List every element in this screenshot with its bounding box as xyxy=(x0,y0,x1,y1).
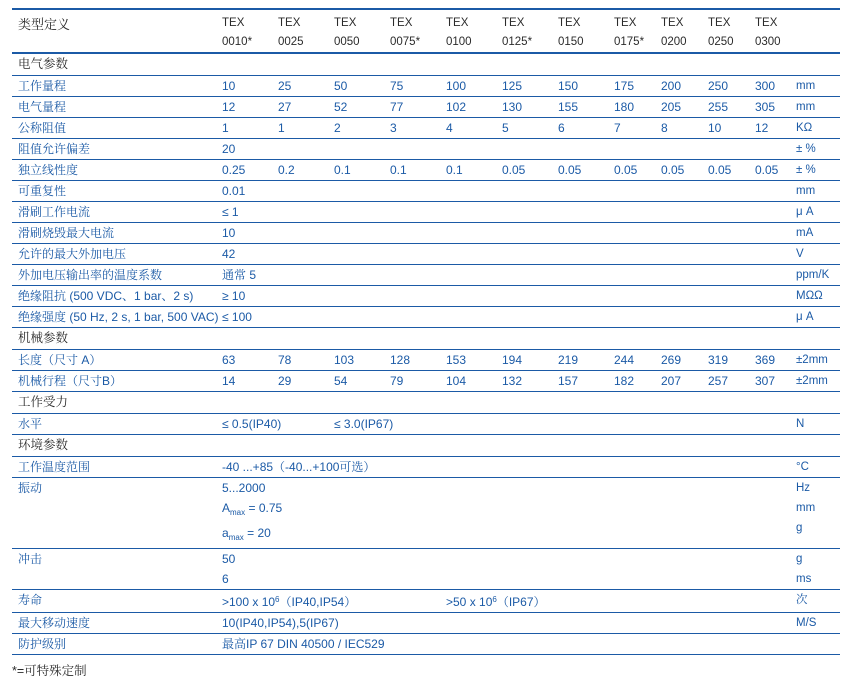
model-brand-cell: TEX xyxy=(502,17,525,29)
table-title: 类型定义 xyxy=(18,17,71,32)
row-values xyxy=(208,549,788,589)
unit-label: g xyxy=(796,522,803,534)
unit-label: mA xyxy=(796,227,814,239)
cell-value: $A_{max} = 0.75$ xyxy=(222,501,283,517)
row-label: 长度（尺寸 A） xyxy=(18,353,102,367)
section-title: 机械参数 xyxy=(18,331,69,345)
unit-label: mm xyxy=(796,80,816,92)
cell-value: 269 xyxy=(661,353,682,367)
row-label: 滑刷烧毁最大电流 xyxy=(18,226,115,240)
cell-value: 6 xyxy=(222,572,229,586)
cell-value: 8 xyxy=(661,121,668,135)
row-values xyxy=(208,160,788,180)
cell-value: 244 xyxy=(614,353,635,367)
unit-label: ± % xyxy=(796,143,816,155)
cell-value: 300 xyxy=(755,79,776,93)
unit-label: mm xyxy=(796,185,816,197)
row-max-speed xyxy=(12,613,840,634)
row-wiper-current xyxy=(12,202,840,223)
unit-label: μ A xyxy=(796,311,814,323)
unit-label: ±2mm xyxy=(796,354,828,366)
row-label: 绝缘强度 (50 Hz, 2 s, 1 bar, 500 VAC) xyxy=(18,310,219,324)
model-number-cell: 0175* xyxy=(614,36,645,48)
model-number-cell: 0025 xyxy=(278,36,304,48)
cell-value: 78 xyxy=(278,353,292,367)
cell-value: 257 xyxy=(708,374,729,388)
cell-value: 0.25 xyxy=(222,163,246,177)
cell-value: 7 xyxy=(614,121,621,135)
row-label: 冲击 xyxy=(18,552,43,566)
cell-value: 1 xyxy=(278,121,285,135)
section-title: 环境参数 xyxy=(18,438,69,452)
model-number-cell: 0100 xyxy=(446,36,472,48)
section-mechanical xyxy=(12,328,840,350)
cell-value: 5...2000 xyxy=(222,481,266,495)
cell-value: 200 xyxy=(661,79,682,93)
cell-value: 42 xyxy=(222,247,236,261)
unit-label: μ A xyxy=(796,206,814,218)
model-number-cell: 0125* xyxy=(502,36,533,48)
cell-value: 182 xyxy=(614,374,635,388)
model-number-cell: 0150 xyxy=(558,36,584,48)
model-number-cell: 0200 xyxy=(661,36,687,48)
row-values xyxy=(208,478,788,548)
cell-value: 130 xyxy=(502,100,523,114)
cell-value: 100 xyxy=(446,79,467,93)
cell-value: 最高IP 67 DIN 40500 / IEC529 xyxy=(222,637,385,651)
cell-value: 4 xyxy=(446,121,453,135)
unit-label: ±2mm xyxy=(796,375,828,387)
row-label: 工作量程 xyxy=(18,79,67,93)
cell-value: 0.1 xyxy=(446,163,463,177)
row-linearity xyxy=(12,160,840,181)
model-number-cell: 0075* xyxy=(390,36,421,48)
cell-value: 10(IP40,IP54),5(IP67) xyxy=(222,616,339,630)
unit-label: °C xyxy=(796,461,809,473)
cell-value: 0.05 xyxy=(661,163,685,177)
unit-label: Hz xyxy=(796,482,811,494)
cell-value: 0.1 xyxy=(390,163,407,177)
row-max-applied-voltage xyxy=(12,244,840,265)
cell-value: 0.01 xyxy=(222,184,246,198)
cell-value: 180 xyxy=(614,100,635,114)
row-protection xyxy=(12,634,840,655)
cell-value: 175 xyxy=(614,79,635,93)
cell-value: 0.05 xyxy=(558,163,582,177)
model-brand-cell: TEX xyxy=(708,17,731,29)
unit-label: 次 xyxy=(796,594,808,606)
cell-value: 0.05 xyxy=(614,163,638,177)
row-length-a xyxy=(12,350,840,371)
row-values xyxy=(208,371,788,391)
model-brand-cell: TEX xyxy=(334,17,357,29)
cell-value: 307 xyxy=(755,374,776,388)
cell-value: 77 xyxy=(390,100,404,114)
unit-label: MΩΩ xyxy=(796,290,823,302)
row-label: 外加电压输出率的温度系数 xyxy=(18,268,163,282)
model-header xyxy=(208,10,788,52)
cell-value: 205 xyxy=(661,100,682,114)
cell-value: 157 xyxy=(558,374,579,388)
cell-value: 305 xyxy=(755,100,776,114)
cell-value: 0.05 xyxy=(755,163,779,177)
cell-value: 79 xyxy=(390,374,404,388)
cell-value: 0.05 xyxy=(502,163,526,177)
unit-label: N xyxy=(796,418,805,430)
section-title: 电气参数 xyxy=(18,57,69,71)
cell-value: 52 xyxy=(334,100,348,114)
cell-value-ip40-ip54: >100 x $10^6(IP40,IP54)$ xyxy=(222,595,357,609)
cell-value-ip67: >50 x $10^6(IP67)$ xyxy=(446,595,546,609)
row-label: 可重复性 xyxy=(18,184,67,198)
row-electrical-range xyxy=(12,97,840,118)
row-label: 允许的最大外加电压 xyxy=(18,247,127,261)
cell-value: 75 xyxy=(390,79,404,93)
model-brand-cell: TEX xyxy=(614,17,637,29)
model-number-cell: 0250 xyxy=(708,36,734,48)
row-label: 滑刷工作电流 xyxy=(18,205,91,219)
row-label: 寿命 xyxy=(18,593,43,607)
cell-value: 104 xyxy=(446,374,467,388)
row-label: 电气量程 xyxy=(18,100,67,114)
model-brand-cell: TEX xyxy=(446,17,469,29)
row-label: 工作温度范围 xyxy=(18,460,91,474)
unit-label: ppm/K xyxy=(796,269,830,281)
cell-value: 102 xyxy=(446,100,467,114)
cell-value: 12 xyxy=(222,100,236,114)
cell-value: 0.1 xyxy=(334,163,351,177)
cell-value: 0.2 xyxy=(278,163,295,177)
row-repeatability xyxy=(12,181,840,202)
unit-label xyxy=(788,634,840,654)
unit-label: ms xyxy=(796,573,812,585)
footnote: *=可特殊定制 xyxy=(12,664,87,678)
cell-value: 150 xyxy=(558,79,579,93)
unit-stack xyxy=(788,478,840,548)
row-label: 最大移动速度 xyxy=(18,616,91,630)
model-brand-cell: TEX xyxy=(661,17,684,29)
unit-label: KΩ xyxy=(796,122,813,134)
row-lifetime xyxy=(12,590,840,613)
cell-value: 14 xyxy=(222,374,236,388)
cell-value: 5 xyxy=(502,121,509,135)
cell-value: 0.05 xyxy=(708,163,732,177)
section-electrical xyxy=(12,54,840,76)
cell-value: 12 xyxy=(755,121,769,135)
row-values xyxy=(208,97,788,117)
row-resistance-tolerance xyxy=(12,139,840,160)
model-number-cell: 0010* xyxy=(222,36,253,48)
row-label: 水平 xyxy=(18,417,43,431)
cell-value: 153 xyxy=(446,353,467,367)
row-travel-b xyxy=(12,371,840,392)
row-horizontal-force xyxy=(12,414,840,435)
row-label: 绝缘阻抗 (500 VDC、1 bar、2 s) xyxy=(18,289,194,303)
row-working-range xyxy=(12,76,840,97)
row-label: 独立线性度 xyxy=(18,163,79,177)
spec-table xyxy=(12,8,840,655)
cell-value: 194 xyxy=(502,353,523,367)
cell-value: $a_{max} = 20$ xyxy=(222,526,271,542)
cell-value: 3 xyxy=(390,121,397,135)
unit-stack xyxy=(788,549,840,589)
model-brand-cell: TEX xyxy=(558,17,581,29)
unit-label: g xyxy=(796,553,803,565)
row-label: 阻值允许偏差 xyxy=(18,142,91,156)
row-temp-coefficient xyxy=(12,265,840,286)
row-nominal-resistance xyxy=(12,118,840,139)
cell-value: 50 xyxy=(222,552,236,566)
unit-label: M/S xyxy=(796,617,817,629)
cell-value: 54 xyxy=(334,374,348,388)
cell-value: 1 xyxy=(222,121,229,135)
model-brand-row xyxy=(208,14,788,33)
cell-value: 132 xyxy=(502,374,523,388)
section-environment xyxy=(12,435,840,457)
cell-value: 6 xyxy=(558,121,565,135)
cell-value: 255 xyxy=(708,100,729,114)
row-label: 公称阻值 xyxy=(18,121,67,135)
cell-value: 155 xyxy=(558,100,579,114)
row-insulation-strength xyxy=(12,307,840,328)
model-brand-cell: TEX xyxy=(222,17,245,29)
cell-value: 125 xyxy=(502,79,523,93)
cell-value: 50 xyxy=(334,79,348,93)
cell-value: 10 xyxy=(708,121,722,135)
row-wiper-burn-current xyxy=(12,223,840,244)
table-header-row xyxy=(12,10,840,54)
row-label: 防护级别 xyxy=(18,637,67,651)
cell-value-ip40: ≤ 0.5(IP40) xyxy=(222,417,282,431)
section-force xyxy=(12,392,840,414)
unit-label: V xyxy=(796,248,804,260)
cell-value: -40 ...+85（-40...+100可选） xyxy=(222,460,376,474)
row-vibration xyxy=(12,478,840,549)
row-shock xyxy=(12,549,840,590)
cell-value-ip67: ≤ 3.0(IP67) xyxy=(334,417,394,431)
row-values xyxy=(208,350,788,370)
cell-value: 250 xyxy=(708,79,729,93)
cell-value: 10 xyxy=(222,226,236,240)
cell-value: 63 xyxy=(222,353,236,367)
section-title: 工作受力 xyxy=(18,395,69,409)
row-temp-range xyxy=(12,457,840,478)
row-values xyxy=(208,76,788,96)
cell-value: ≤ 100 xyxy=(222,310,252,324)
model-brand-cell: TEX xyxy=(755,17,778,29)
cell-value: 通常 5 xyxy=(222,268,257,282)
cell-value: 207 xyxy=(661,374,682,388)
cell-value: 103 xyxy=(334,353,355,367)
model-number-cell: 0050 xyxy=(334,36,360,48)
cell-value: ≤ 1 xyxy=(222,205,239,219)
model-brand-cell: TEX xyxy=(278,17,301,29)
cell-value: 2 xyxy=(334,121,341,135)
cell-value: 219 xyxy=(558,353,579,367)
model-number-cell: 0300 xyxy=(755,36,781,48)
cell-value: 27 xyxy=(278,100,292,114)
cell-value: 25 xyxy=(278,79,292,93)
cell-value: 29 xyxy=(278,374,292,388)
row-values xyxy=(208,118,788,138)
cell-value: 319 xyxy=(708,353,729,367)
model-brand-cell: TEX xyxy=(390,17,413,29)
cell-value: ≥ 10 xyxy=(222,289,246,303)
row-label: 机械行程（尺寸B） xyxy=(18,374,123,388)
unit-label: ± % xyxy=(796,164,816,176)
unit-header-empty xyxy=(788,10,840,52)
row-insulation-resistance xyxy=(12,286,840,307)
unit-label: mm xyxy=(796,502,816,514)
row-label: 振动 xyxy=(18,481,43,495)
model-number-row xyxy=(208,33,788,52)
cell-value: 369 xyxy=(755,353,776,367)
cell-value: 10 xyxy=(222,79,236,93)
cell-value: 20 xyxy=(222,142,236,156)
unit-label: mm xyxy=(796,101,816,113)
cell-value: 128 xyxy=(390,353,411,367)
